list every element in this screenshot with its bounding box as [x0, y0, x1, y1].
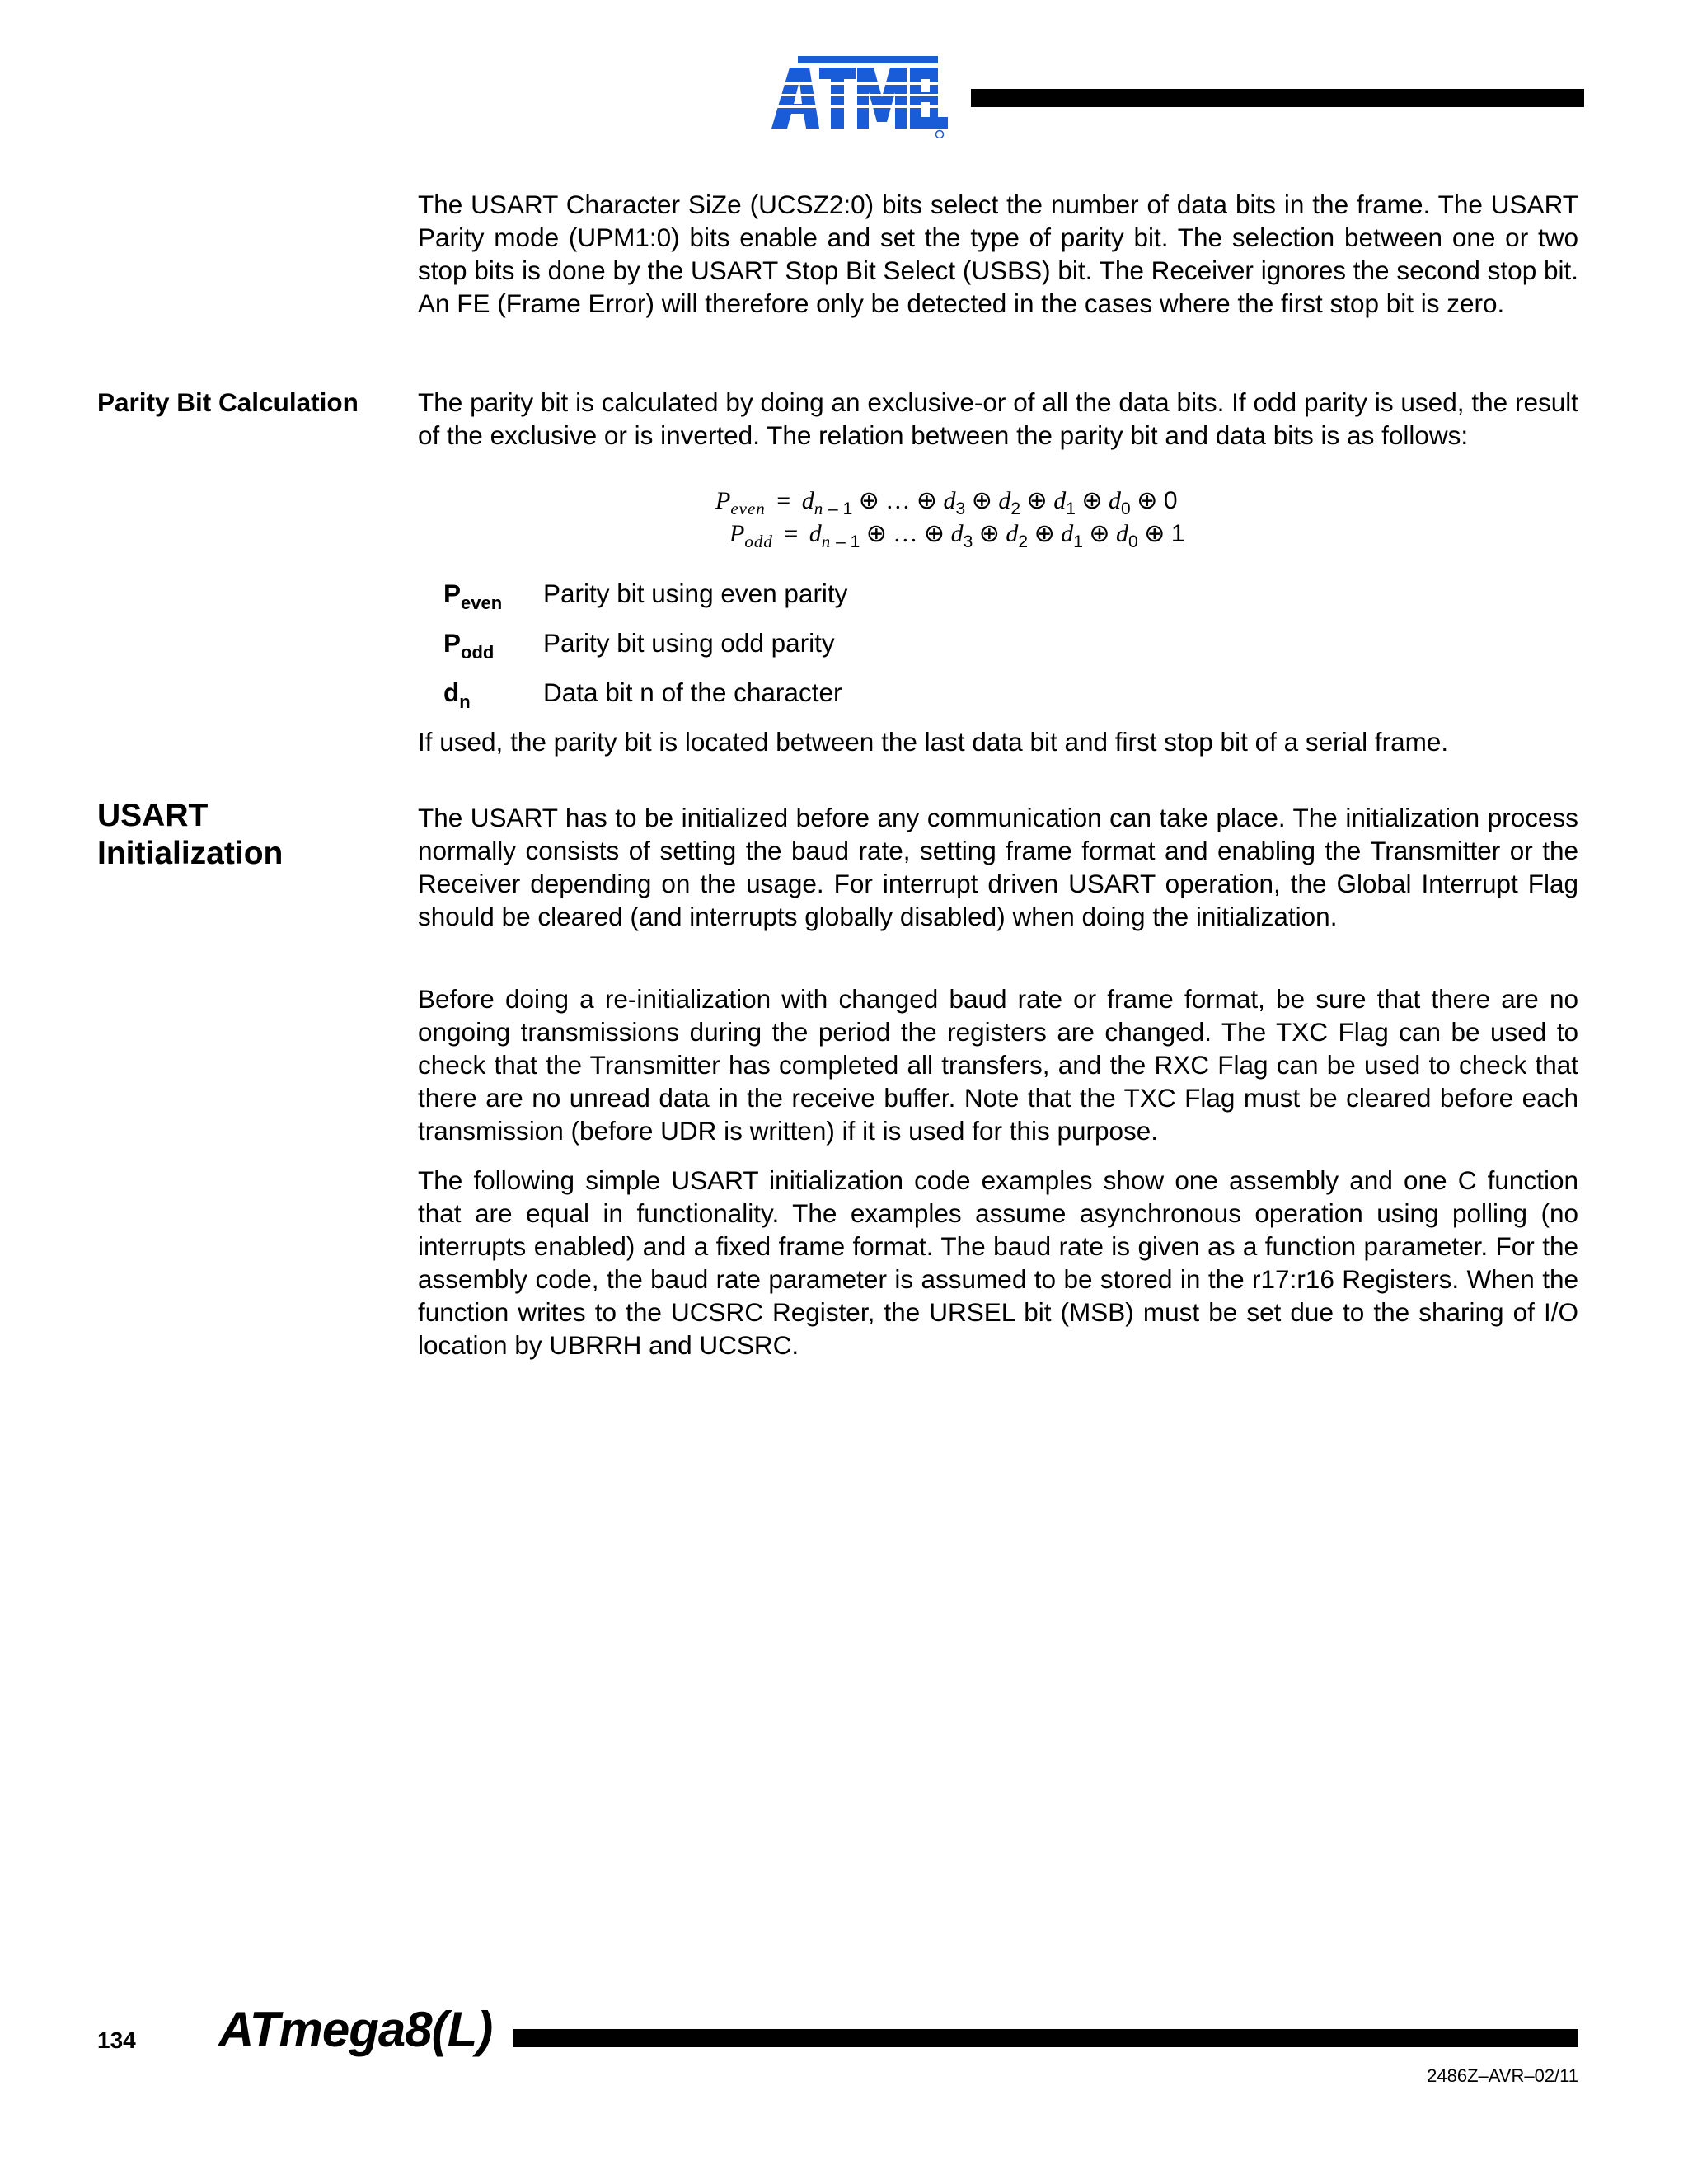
definition-desc-dn: Data bit n of the character	[543, 677, 842, 707]
formula-odd: $P_{odd} = d_n$ $_{- 1}$ ⊕ … ⊕ $d_3$ ⊕ $d_2$ ⊕ $d_1$ ⊕ $d_0$ ⊕ 1	[729, 520, 1185, 551]
definition-term-p-odd: $P_{odd}$	[443, 628, 495, 663]
document-code: 2486Z–AVR–02/11	[1427, 2065, 1578, 2086]
definition-term-dn: $d_n$	[443, 677, 471, 712]
init-paragraph-1: The USART has to be initialized before any communication can take place. The initialization process normally consists of setting the baud rate, setting frame format and enabling the Transmitter or the Receiver depending on the usage. For interrupt driven USART operation, the Global Interrupt Flag should be cleared (and interrupts globally disabled) when doing the initialization.	[418, 803, 1578, 931]
init-section-heading: USART Initialization	[97, 798, 284, 871]
definition-term-p-even: $P_{even}$	[443, 579, 503, 613]
definition-desc-p-even: Parity bit using even parity	[543, 579, 848, 608]
footer-rule	[513, 2029, 1578, 2047]
document-title: ATmega8(L)	[218, 2002, 493, 2057]
header-rule	[971, 89, 1584, 107]
intro-paragraph: The USART Character SiZe (UCSZ2:0) bits select the number of data bits in the frame. The USART Parity mode (UPM1:0) bits enable and set the type of parity bit. The selection between one or two stop bits is done by the USART Stop Bit Select (USBS) bit. The Receiver ignores the second stop bit. An FE (Frame Error) will therefore only be detected in the cases where the first stop bit is zero.	[418, 190, 1578, 318]
logo-wordmark: ATMEL	[765, 56, 768, 57]
parity-section-heading: Parity Bit Calculation	[97, 387, 359, 417]
parity-paragraph: The parity bit is calculated by doing an exclusive-or of all the data bits. If odd parity is used, the result of the exclusive or is inverted. The relation between the parity bit and data bits is as follows:	[418, 387, 1578, 450]
atmel-logo	[765, 56, 948, 138]
formula-even: $P_{even} = d_n$ $_{- 1}$ ⊕ … ⊕ $d_3$ ⊕ $d_2$ ⊕ $d_1$ ⊕ $d_0$ ⊕ 0	[715, 487, 1178, 518]
definition-desc-p-odd: Parity bit using odd parity	[543, 628, 835, 658]
parity-closing-paragraph: If used, the parity bit is located between the last data bit and first stop bit of a serial frame.	[418, 727, 1449, 757]
init-paragraph-2: Before doing a re-initialization with changed baud rate or frame format, be sure that there are no ongoing transmissions during the period the registers are changed. The TXC Flag can be used to check that the Transmitter has completed all transfers, and the RXC Flag can be used to check that there are no unread data in the receive buffer. Note that the TXC Flag must be cleared before each transmission (before UDR is written) if it is used for this purpose.	[418, 984, 1578, 1146]
page-number: 134	[97, 2027, 136, 2053]
init-paragraph-3: The following simple USART initialization code examples show one assembly and one C function that are equal in functionality. The examples assume asynchronous operation using polling (no interrupts enabled) and a fixed frame format. The baud rate is given as a function parameter. For the assembly code, the baud rate parameter is assumed to be stored in the r17:r16 Registers. When the function writes to the UCSRC Register, the URSEL bit (MSB) must be set due to the sharing of I/O location by UBRRH and UCSRC.	[418, 1165, 1578, 1360]
